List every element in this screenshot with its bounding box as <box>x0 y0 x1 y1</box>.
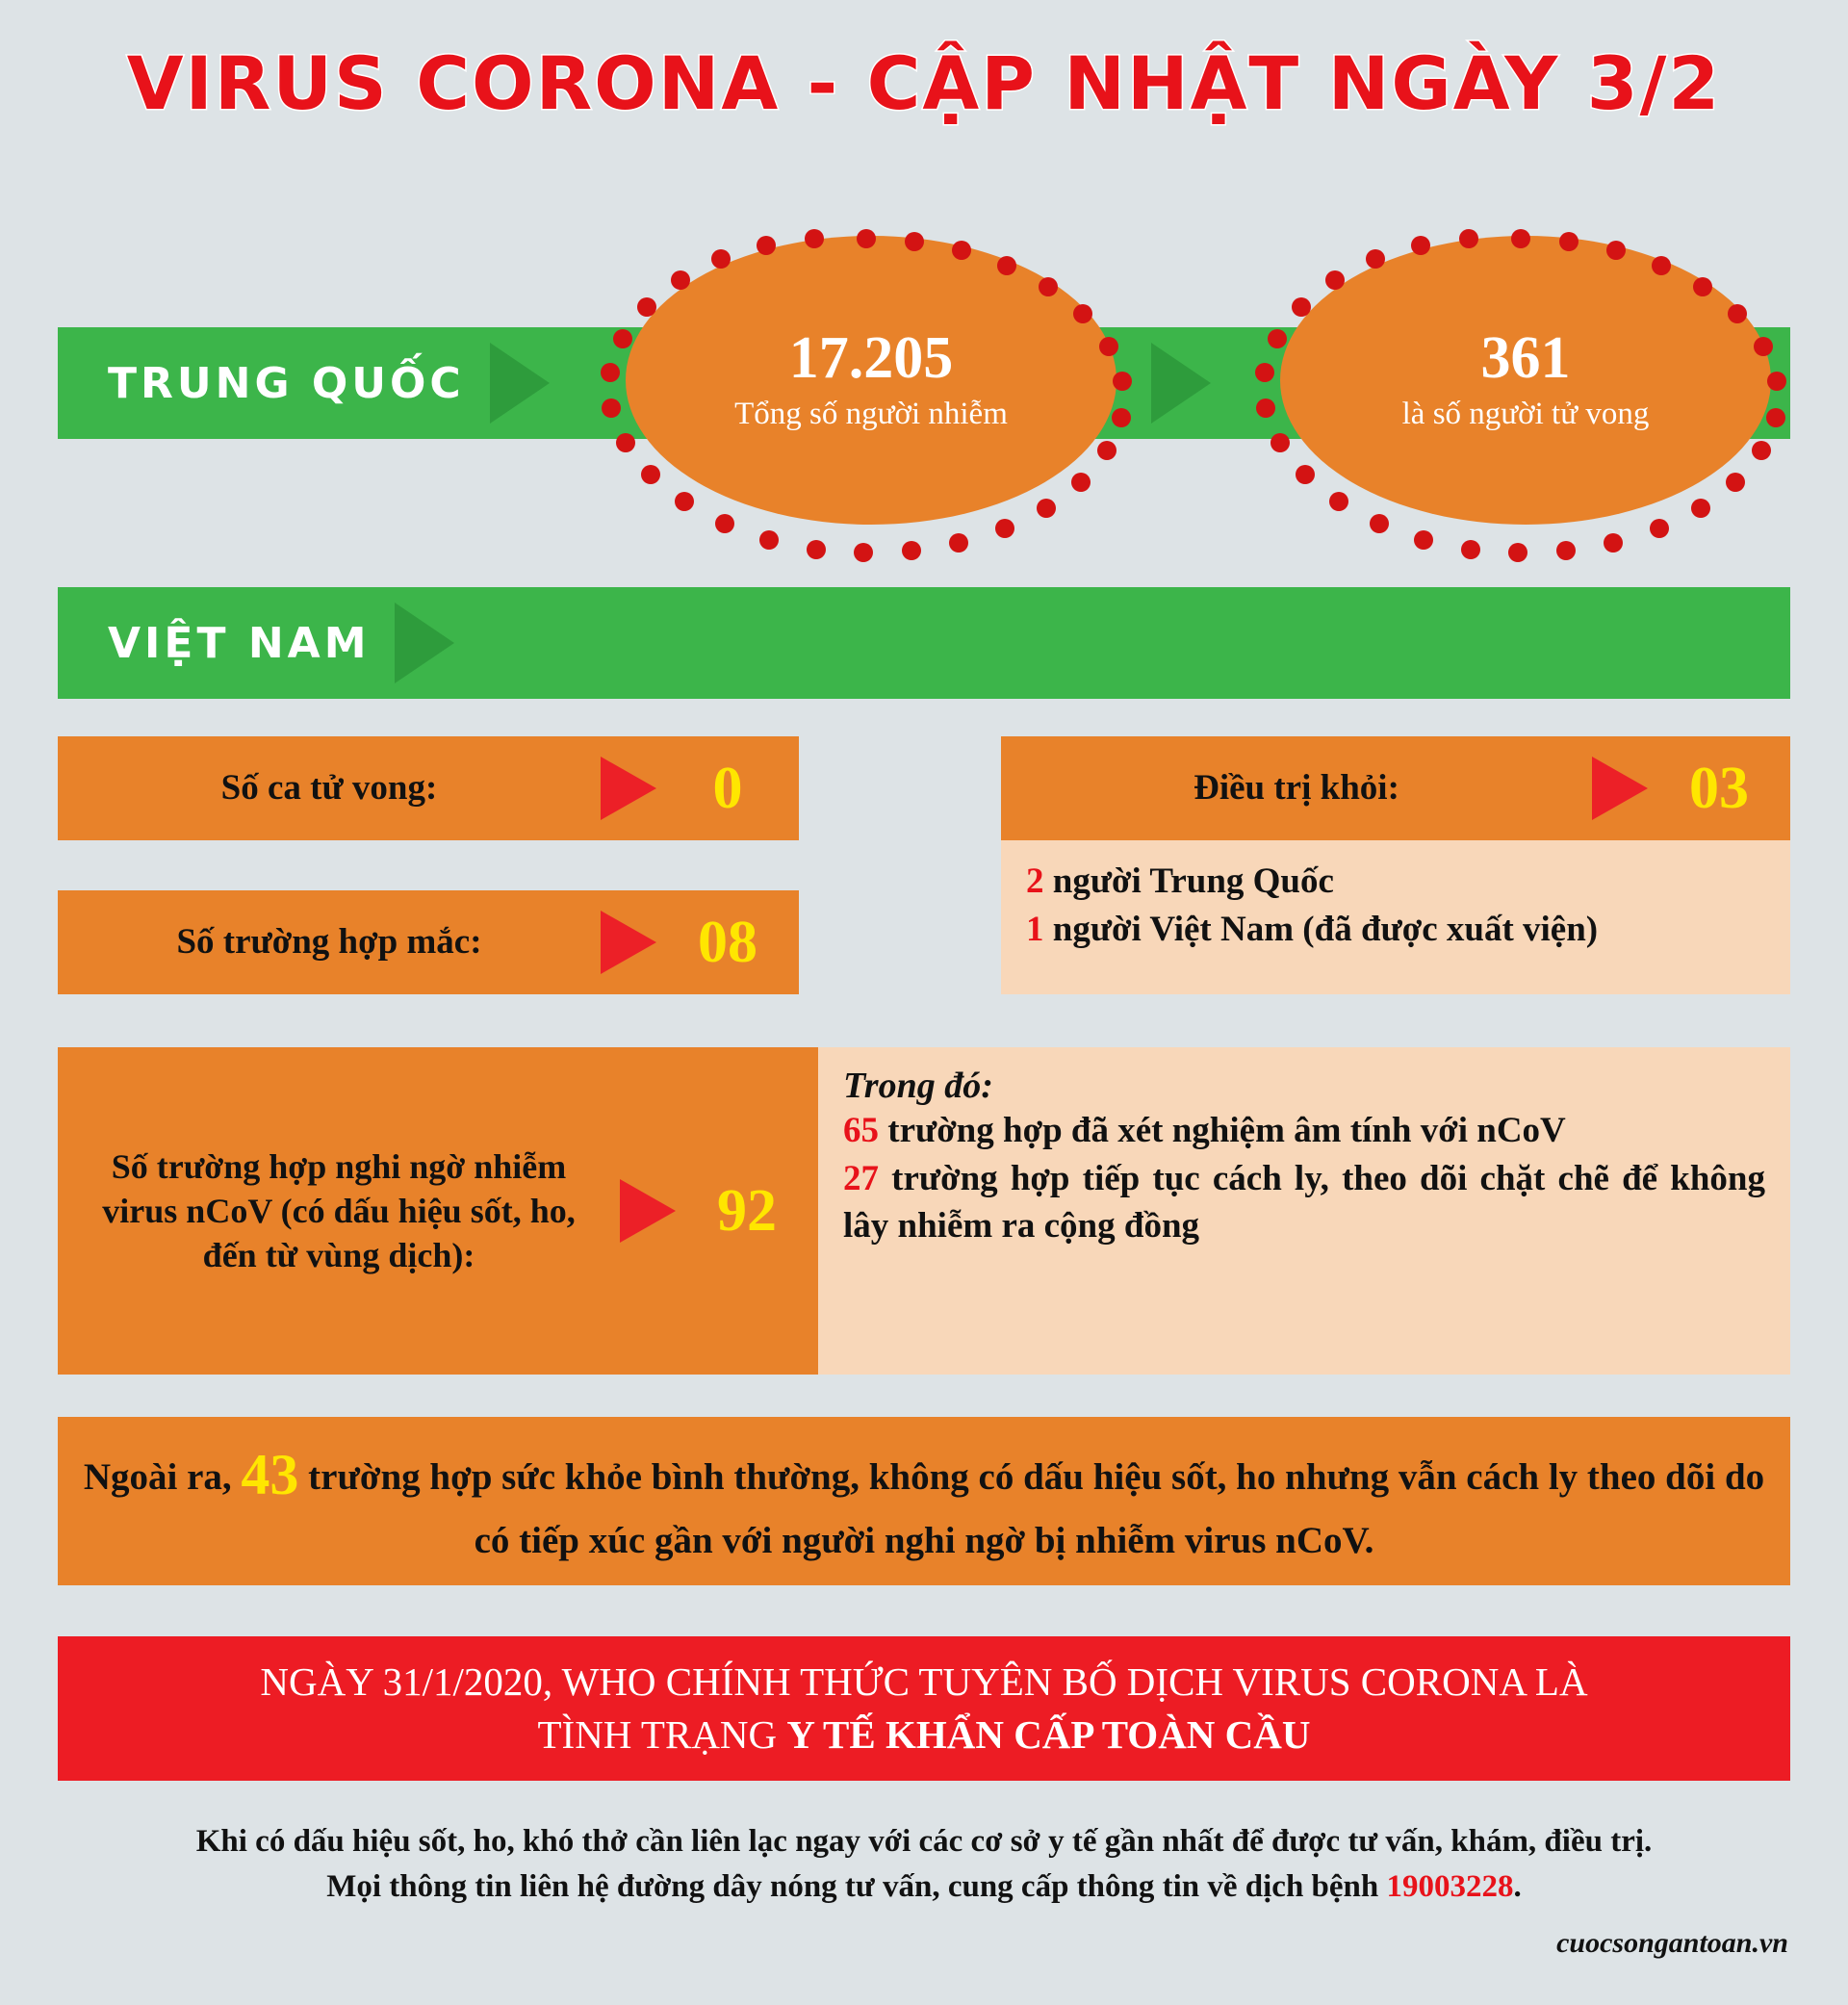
dot-icon <box>1767 372 1786 391</box>
vn-suspected-label: Số trường hợp nghi ngờ nhiễm virus nCoV (có dấu hiệu sốt, ho, đến từ vùng dịch): <box>102 1146 576 1275</box>
vn-cases-label: Số trường hợp mắc: <box>176 922 482 963</box>
who-banner-line2-prefix: TÌNH TRẠNG <box>537 1712 778 1757</box>
dot-icon <box>1411 236 1430 255</box>
who-banner-line1: NGÀY 31/1/2020, WHO CHÍNH THỨC TUYÊN BỐ DỊCH VIRUS CORONA LÀ <box>260 1658 1588 1704</box>
vietnam-banner <box>58 587 1790 699</box>
vn-deaths-value: 0 <box>712 755 743 821</box>
recovered-detail-1-text: người Trung Quốc <box>1052 861 1334 901</box>
dot-icon <box>1508 543 1527 562</box>
dot-icon <box>671 270 690 290</box>
monitored-note-prefix: Ngoài ra, <box>83 1456 232 1499</box>
dot-icon <box>1754 337 1773 356</box>
who-banner-line2 <box>538 1709 1311 1761</box>
vn-recovered-value: 03 <box>1689 755 1749 821</box>
monitored-note-body: trường hợp sức khỏe bình thường, không có dấu hiệu sốt, ho nhưng vẫn cách ly theo dõi do có tiếp xúc gần với người nghi ngờ bị nhiễm virus nCoV. <box>308 1456 1765 1561</box>
dot-icon <box>1511 229 1530 248</box>
dot-icon <box>1650 519 1669 538</box>
dot-icon <box>1606 241 1626 260</box>
monitored-note-text <box>83 1435 1765 1567</box>
source-credit: cuocsongantoan.vn <box>1556 1927 1788 1959</box>
breakdown-item-1 <box>843 1107 1765 1155</box>
arrow-icon <box>490 343 550 424</box>
footer-line2 <box>58 1864 1790 1910</box>
dot-icon <box>1073 304 1092 323</box>
dot-icon <box>1559 232 1578 251</box>
dot-icon <box>1752 441 1771 460</box>
dot-icon <box>1037 499 1056 518</box>
footer-note <box>58 1819 1790 1910</box>
dot-icon <box>1766 408 1785 427</box>
who-banner-line2-bold: Y TẾ KHẨN CẤP TOÀN CẦU <box>786 1712 1311 1757</box>
hotline-number: 19003228 <box>1386 1868 1514 1904</box>
china-total-cases-caption: Tổng số người nhiễm <box>734 396 1008 431</box>
vn-recovered-details <box>1001 840 1790 994</box>
dot-icon <box>757 236 776 255</box>
dot-icon <box>1728 304 1747 323</box>
dot-icon <box>1370 514 1389 533</box>
dot-icon <box>1270 433 1290 452</box>
breakdown-item-2-number: 27 <box>843 1158 879 1198</box>
arrow-icon <box>601 911 656 974</box>
vn-suspected-value: 92 <box>717 1177 777 1244</box>
vn-cases-row <box>58 890 799 994</box>
dot-icon <box>1256 398 1275 418</box>
monitored-note-number: 43 <box>241 1443 299 1507</box>
dot-icon <box>1039 277 1058 296</box>
dot-icon <box>1255 363 1274 382</box>
vn-monitored-note <box>58 1417 1790 1585</box>
footer-line2-suffix: . <box>1513 1868 1522 1904</box>
arrow-icon <box>395 603 454 683</box>
arrow-icon <box>1592 757 1648 820</box>
dot-icon <box>854 543 873 562</box>
dot-icon <box>902 541 921 560</box>
dot-icon <box>1366 249 1385 269</box>
dot-icon <box>1461 540 1480 559</box>
recovered-detail-2 <box>1026 906 1765 954</box>
china-deaths-value: 361 <box>1480 325 1571 392</box>
dot-icon <box>1556 541 1576 560</box>
breakdown-item-1-number: 65 <box>843 1111 879 1150</box>
vn-suspected-breakdown <box>818 1047 1790 1375</box>
dot-icon <box>711 249 731 269</box>
dot-icon <box>641 465 660 484</box>
dot-icon <box>1726 473 1745 492</box>
arrow-icon <box>1151 343 1211 424</box>
recovered-detail-1-number: 2 <box>1026 861 1044 901</box>
dot-icon <box>1097 441 1116 460</box>
dot-icon <box>952 241 971 260</box>
vietnam-label: VIỆT NAM <box>108 618 371 668</box>
breakdown-heading: Trong đó: <box>843 1066 993 1106</box>
dot-icon <box>1292 297 1311 317</box>
dot-icon <box>1652 256 1671 275</box>
dot-icon <box>949 533 968 553</box>
dot-icon <box>715 514 734 533</box>
dot-icon <box>997 256 1016 275</box>
footer-line2-prefix: Mọi thông tin liên hệ đường dây nóng tư vấn, cung cấp thông tin về dịch bệnh <box>326 1868 1379 1904</box>
breakdown-item-2-text: trường hợp tiếp tục cách ly, theo dõi chặt chẽ để không lây nhiễm ra cộng đồng <box>843 1158 1765 1247</box>
dot-icon <box>905 232 924 251</box>
dot-icon <box>1414 530 1433 550</box>
dot-icon <box>807 540 826 559</box>
dot-icon <box>1099 337 1118 356</box>
dot-icon <box>1329 492 1348 511</box>
dot-icon <box>805 229 824 248</box>
dot-icon <box>1071 473 1091 492</box>
dot-icon <box>857 229 876 248</box>
dot-icon <box>1112 408 1131 427</box>
dot-icon <box>1691 499 1710 518</box>
breakdown-item-1-text: trường hợp đã xét nghiệm âm tính với nCoV <box>887 1111 1566 1150</box>
dot-icon <box>613 329 632 348</box>
dot-icon <box>995 519 1014 538</box>
dot-icon <box>1296 465 1315 484</box>
dot-icon <box>1693 277 1712 296</box>
vn-deaths-row <box>58 736 799 840</box>
dot-icon <box>601 363 620 382</box>
dot-icon <box>616 433 635 452</box>
recovered-detail-2-number: 1 <box>1026 909 1044 949</box>
arrow-icon <box>620 1179 676 1243</box>
dot-icon <box>602 398 621 418</box>
breakdown-item-2 <box>843 1155 1765 1250</box>
vn-cases-value: 08 <box>698 909 757 975</box>
vn-deaths-label: Số ca tử vong: <box>220 768 438 809</box>
dot-icon <box>1604 533 1623 553</box>
page-title: VIRUS CORONA - CẬP NHẬT NGÀY 3/2 <box>126 40 1722 126</box>
vn-recovered-label: Điều trị khỏi: <box>1194 768 1399 809</box>
arrow-icon <box>601 757 656 820</box>
dot-icon <box>1459 229 1478 248</box>
vn-recovered-row <box>1001 736 1790 840</box>
china-total-cases-value: 17.205 <box>788 325 954 392</box>
dot-icon <box>1268 329 1287 348</box>
dot-icon <box>637 297 656 317</box>
dot-icon <box>759 530 779 550</box>
recovered-detail-2-text: người Việt Nam (đã được xuất viện) <box>1052 909 1599 949</box>
dot-icon <box>1113 372 1132 391</box>
china-deaths-caption: là số người tử vong <box>1401 396 1650 431</box>
recovered-detail-1 <box>1026 858 1765 906</box>
dot-icon <box>1325 270 1345 290</box>
dot-icon <box>675 492 694 511</box>
who-banner <box>58 1636 1790 1781</box>
china-label: TRUNG QUỐC <box>108 358 465 408</box>
footer-line1: Khi có dấu hiệu sốt, ho, khó thở cần liên lạc ngay với các cơ sở y tế gần nhất để được tư vấn, khám, điều trị. <box>195 1824 1653 1859</box>
vn-suspected-row <box>58 1047 818 1375</box>
